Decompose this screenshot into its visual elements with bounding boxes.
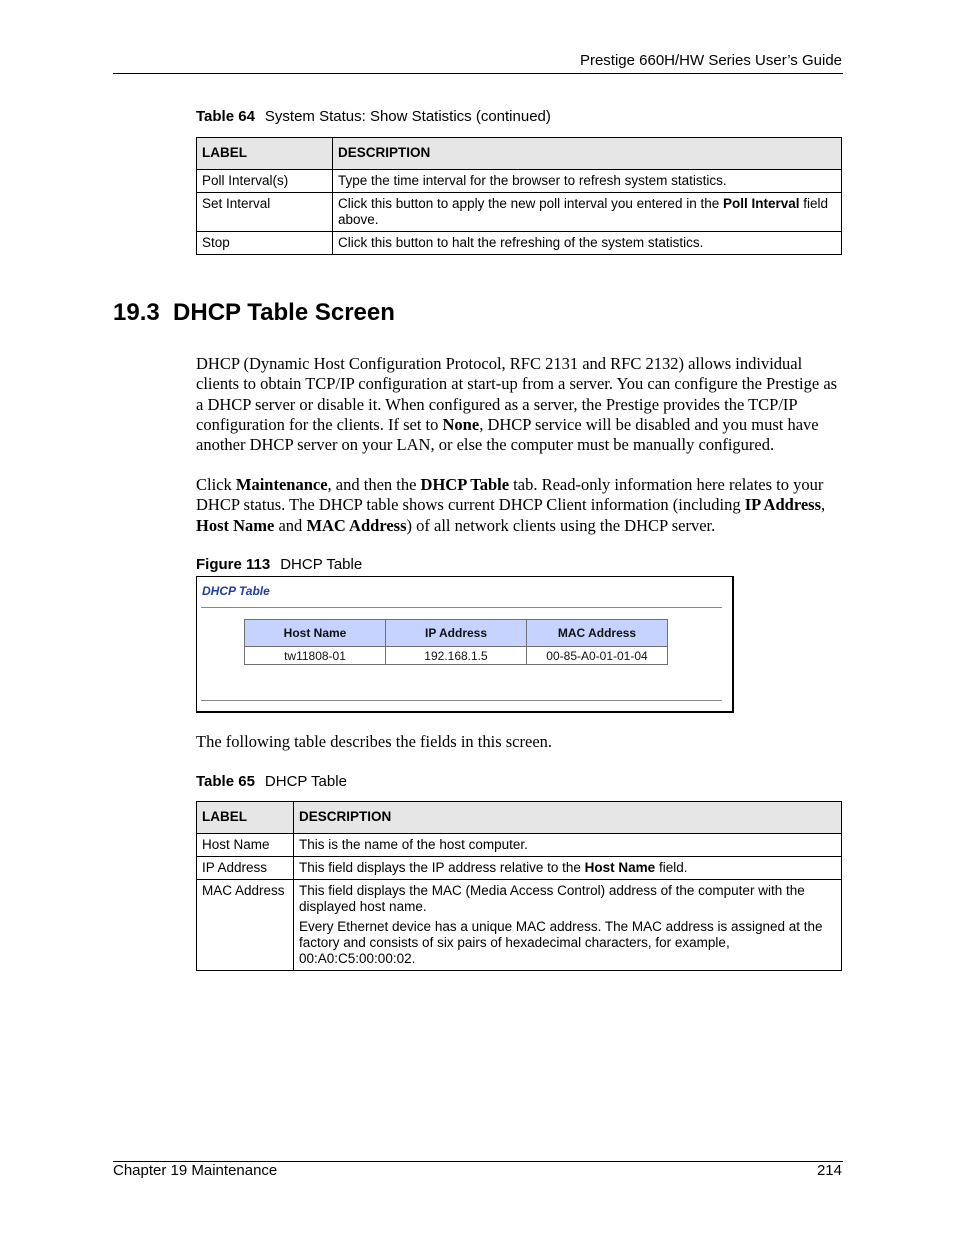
cell-mac-address: 00-85-A0-01-01-04: [527, 647, 668, 665]
dhcp-table-header-row: [245, 620, 668, 647]
figure113-caption-label: Figure 113: [196, 556, 271, 573]
table-row: [245, 647, 668, 665]
table65-col-desc: DESCRIPTION: [294, 802, 842, 834]
table65: [196, 801, 842, 971]
row-desc: Click this button to apply the new poll interval you entered in the Poll Interval field above.: [333, 193, 842, 232]
figure113-caption-text: DHCP Table: [280, 556, 363, 573]
table-row: [197, 193, 842, 232]
figure113-caption: [196, 556, 362, 573]
screen-title: DHCP Table: [202, 584, 270, 598]
chapter-footer: Chapter 19 Maintenance: [113, 1162, 278, 1179]
table64-col-desc: DESCRIPTION: [333, 138, 842, 170]
instructions-paragraph: Click Maintenance, and then the DHCP Table tab. Read-only information here relates to your DHCP status. The DHCP table shows current DHCP Client information (including IP Address, Host Name and MAC Address) of all network clients using the DHCP server.: [196, 475, 826, 535]
table-row: [197, 232, 842, 255]
cell-ip-address: 192.168.1.5: [386, 647, 527, 665]
row-desc: Click this button to halt the refreshing of the system statistics.: [333, 232, 842, 255]
dhcp-table-screenshot: [196, 576, 734, 713]
row-label: Stop: [197, 232, 333, 255]
table64-caption: [196, 108, 551, 125]
row-label: Set Interval: [197, 193, 333, 232]
col-mac-address: MAC Address: [527, 620, 668, 647]
row-label: Poll Interval(s): [197, 170, 333, 193]
running-header: Prestige 660H/HW Series User’s Guide: [579, 52, 842, 69]
table64-header-row: [197, 138, 842, 170]
page-number: 214: [816, 1162, 842, 1179]
row-desc: This field displays the IP address relative to the Host Name field.: [294, 857, 842, 880]
fields-intro-paragraph: The following table describes the fields in this screen.: [196, 732, 553, 751]
screen-divider-bottom: [201, 700, 722, 701]
row-label: IP Address: [197, 857, 294, 880]
table-row: [197, 880, 842, 971]
table65-col-label: LABEL: [197, 802, 294, 834]
table64-caption-text: System Status: Show Statistics (continued): [264, 108, 551, 125]
table-row: [197, 834, 842, 857]
table-row: [197, 857, 842, 880]
row-desc: This is the name of the host computer.: [294, 834, 842, 857]
row-desc: Type the time interval for the browser to refresh system statistics.: [333, 170, 842, 193]
table64-col-label: LABEL: [197, 138, 333, 170]
dhcp-client-table: [244, 619, 668, 665]
table65-caption: [196, 773, 347, 790]
cell-host-name: tw11808-01: [245, 647, 386, 665]
intro-paragraph: DHCP (Dynamic Host Configuration Protocol, RFC 2131 and RFC 2132) allows individual clients to obtain TCP/IP configuration at start-up from a server. You can configure the Prestige as a DHCP server or disable it. When configured as a server, the Prestige provides the TCP/IP configuration for the clients. If set to None, DHCP service will be disabled and you must have another DHCP server on your LAN, or else the computer must be manually configured.: [196, 354, 838, 455]
table-row: [197, 170, 842, 193]
header-rule: [113, 73, 843, 74]
col-ip-address: IP Address: [386, 620, 527, 647]
table65-caption-text: DHCP Table: [264, 773, 347, 790]
table65-header-row: [197, 802, 842, 834]
section-title: 19.3 DHCP Table Screen: [113, 299, 395, 326]
screen-divider-top: [201, 607, 722, 608]
table64: [196, 137, 842, 255]
table64-caption-label: Table 64: [196, 108, 255, 125]
col-host-name: Host Name: [245, 620, 386, 647]
row-label: MAC Address: [197, 880, 294, 971]
table65-caption-label: Table 65: [196, 773, 255, 790]
row-label: Host Name: [197, 834, 294, 857]
row-desc: This field displays the MAC (Media Access Control) address of the computer with the displayed host name. Every Ethernet device has a unique MAC address. The MAC address is assigned at the factory and consists of six pairs of hexadecimal characters, for example, 00:A0:C5:00:00:02.: [294, 880, 842, 971]
